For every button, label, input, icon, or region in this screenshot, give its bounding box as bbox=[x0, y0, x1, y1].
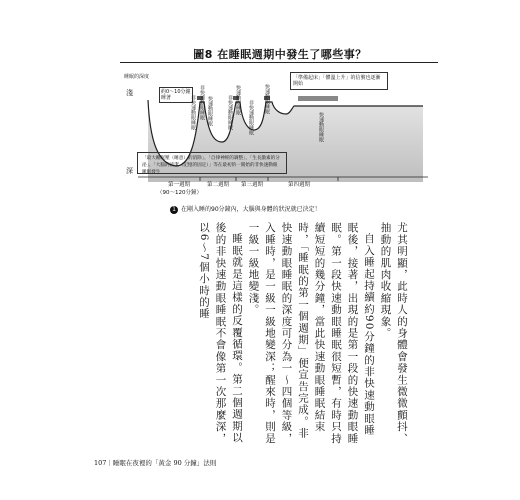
label-rem-long: 快速動眼睡眠 bbox=[318, 112, 324, 142]
cycle-4-label: 第四週期 bbox=[288, 182, 311, 188]
cycle-2-label: 第二週期 bbox=[207, 182, 230, 188]
figure-title: 圖8 在睡眠週期中發生了哪些事？ bbox=[193, 48, 367, 61]
label-nrem-3: 非快速動眼睡眠 bbox=[248, 100, 254, 135]
fall-asleep-box: 約0〜10分鐘睡著 bbox=[159, 87, 193, 103]
cycle-1-label bbox=[157, 180, 201, 196]
cycle-1-duration: （90〜120分鐘） bbox=[157, 190, 202, 196]
label-rem-3: 快速動眼睡眠 bbox=[235, 85, 241, 115]
body-text bbox=[196, 222, 411, 447]
axis-deep: 深 bbox=[126, 167, 133, 175]
paragraph-1: 尤其明顯，此時人的身體會發生微微顫抖、抽動的肌肉收縮現象。 bbox=[379, 222, 408, 445]
callout-box: 「最大睡眠壓（睡意）的消除」、「自律神經的調整」、「生長激素的分泌」、「大腦的清潔（記憶的固定）」等在最初的一開始的非快速動眼睡眠發生 bbox=[137, 152, 287, 174]
wake-signal-note: 「準備起床」「體溫上升」的信號也逐漸開始 bbox=[290, 72, 388, 90]
paragraph-3: 睡眠就是這樣的反覆循環。第二個週期以後的非快速動眼睡眠不會像第一次那麼深，以6～7個小時的睡 bbox=[198, 222, 243, 445]
caption-text: 在剛入睡的90分鐘內，大腦與身體的狀況就已決定！ bbox=[181, 206, 321, 213]
label-rem-4: 快速動眼睡眠 bbox=[264, 84, 270, 114]
figure-caption bbox=[170, 204, 321, 214]
cycle-3-label: 第三週期 bbox=[241, 182, 264, 188]
depth-label: 睡眠的深度 bbox=[124, 74, 150, 80]
label-rem-1: 非快速動眼睡眠 bbox=[199, 85, 205, 120]
title-rule bbox=[120, 62, 438, 63]
caption-number-badge: 1 bbox=[170, 206, 178, 214]
paragraph-2: 自入睡起持續約90分鐘的非快速動眼睡眠後，接著，出現的是第一段的快速動眼睡眠。第一段快速動眼睡眠很短暫，有時只持續短短的幾分鐘，當此快速動眼睡眠結束時，「睡眠的第一個週期」便宣告完成。非快速動眼睡眠的深度可分為一～四個等級，入睡時，是一級一級地變深；醒來時，則是一級一級地變淺。 bbox=[247, 222, 375, 445]
cycle-1-name: 第一週期 bbox=[167, 182, 190, 188]
label-rem-2: 快速動眼睡眠 bbox=[207, 96, 213, 126]
rem-marker-4 bbox=[298, 96, 338, 101]
label-nrem-2: 非快速動眼睡眠 bbox=[227, 95, 233, 130]
axis-shallow: 淺 bbox=[126, 89, 133, 97]
page-footer: 107｜睡眠在夜裡的「黃金 90 分鐘」法則 bbox=[94, 459, 217, 467]
label-nrem-1: 非快速動眼睡眠 bbox=[190, 95, 196, 130]
